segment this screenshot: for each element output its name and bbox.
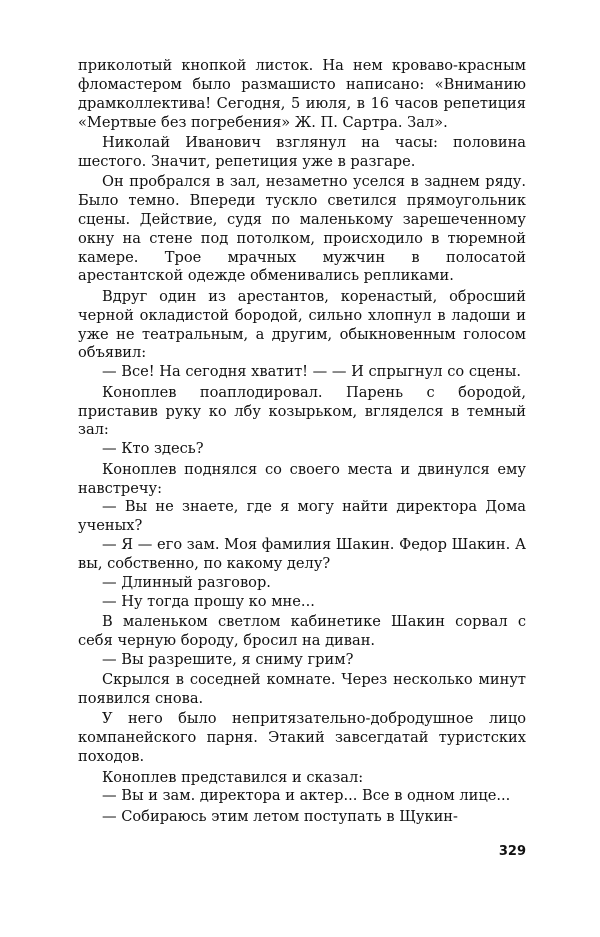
paragraph: Он пробрался в зал, незаметно уселся в заднем ряду. Было темно. Впереди тускло светился прямоугольник сцены. Действие, судя по маленькому зарешеченному окну на стене под потолком, происходило в тюремной камере. Трое мрачных мужчин в полосатой арестантской одежде обменивались репликами. [78,173,526,285]
paragraph: Коноплев представился и сказал: [102,768,364,786]
paragraph: В маленьком светлом кабинетике Шакин сорвал с себя черную бороду, бросил на диван. [78,613,526,649]
paragraph: Николай Иванович взглянул на часы: половина шестого. Значит, репетиция уже в разгаре. [78,133,526,170]
page-body [78,57,526,827]
paragraph: — Вы не знаете, где я могу найти директора Дома ученых? [78,498,526,535]
paragraph: Коноплев поднялся со своего места и двинулся ему навстречу: [78,460,526,497]
paragraph: — Длинный разговор. [102,573,271,591]
paragraph: — Все! На сегодня хватит! — — И спрыгнул со сцены. [102,363,521,381]
paragraph: Коноплев поаплодировал. Парень с бородой, приставив руку ко лбу козырьком, вгляделся в темный зал: [78,383,526,439]
paragraph: — Собираюсь этим летом поступать в Щукин- [102,807,458,825]
page-number: 329 [498,844,526,859]
paragraph: — Вы и зам. директора и актер... Все в одном лице... [102,787,511,805]
paragraph: приколотый кнопкой листок. На нем кроваво-красным фломастером было размашисто написано: «Вниманию драмколлектива! Сегодня, 5 июля, в 16 часов репетиция «Мертвые без погребения» Ж. П. Сартра. Зал». [78,57,526,131]
paragraph: Скрылся в соседней комнате. Через несколько минут появился снова. [78,671,526,707]
paragraph: У него было непритязательно-добродушное лицо компанейского парня. Этакий завсегдатай туристских походов. [78,710,526,766]
paragraph: — Я — его зам. Моя фамилия Шакин. Федор Шакин. А вы, собственно, по какому делу? [78,536,526,572]
paragraph: — Ну тогда прошу ко мне... [102,592,315,610]
paragraph: Вдруг один из арестантов, коренастый, обросший черной окладистой бородой, сильно хлопнул в ладоши и уже не театральным, а другим, обыкновенным голосом объявил: [78,287,526,362]
paragraph: — Вы разрешите, я сниму грим? [102,650,354,668]
paragraph: — Кто здесь? [102,440,204,458]
